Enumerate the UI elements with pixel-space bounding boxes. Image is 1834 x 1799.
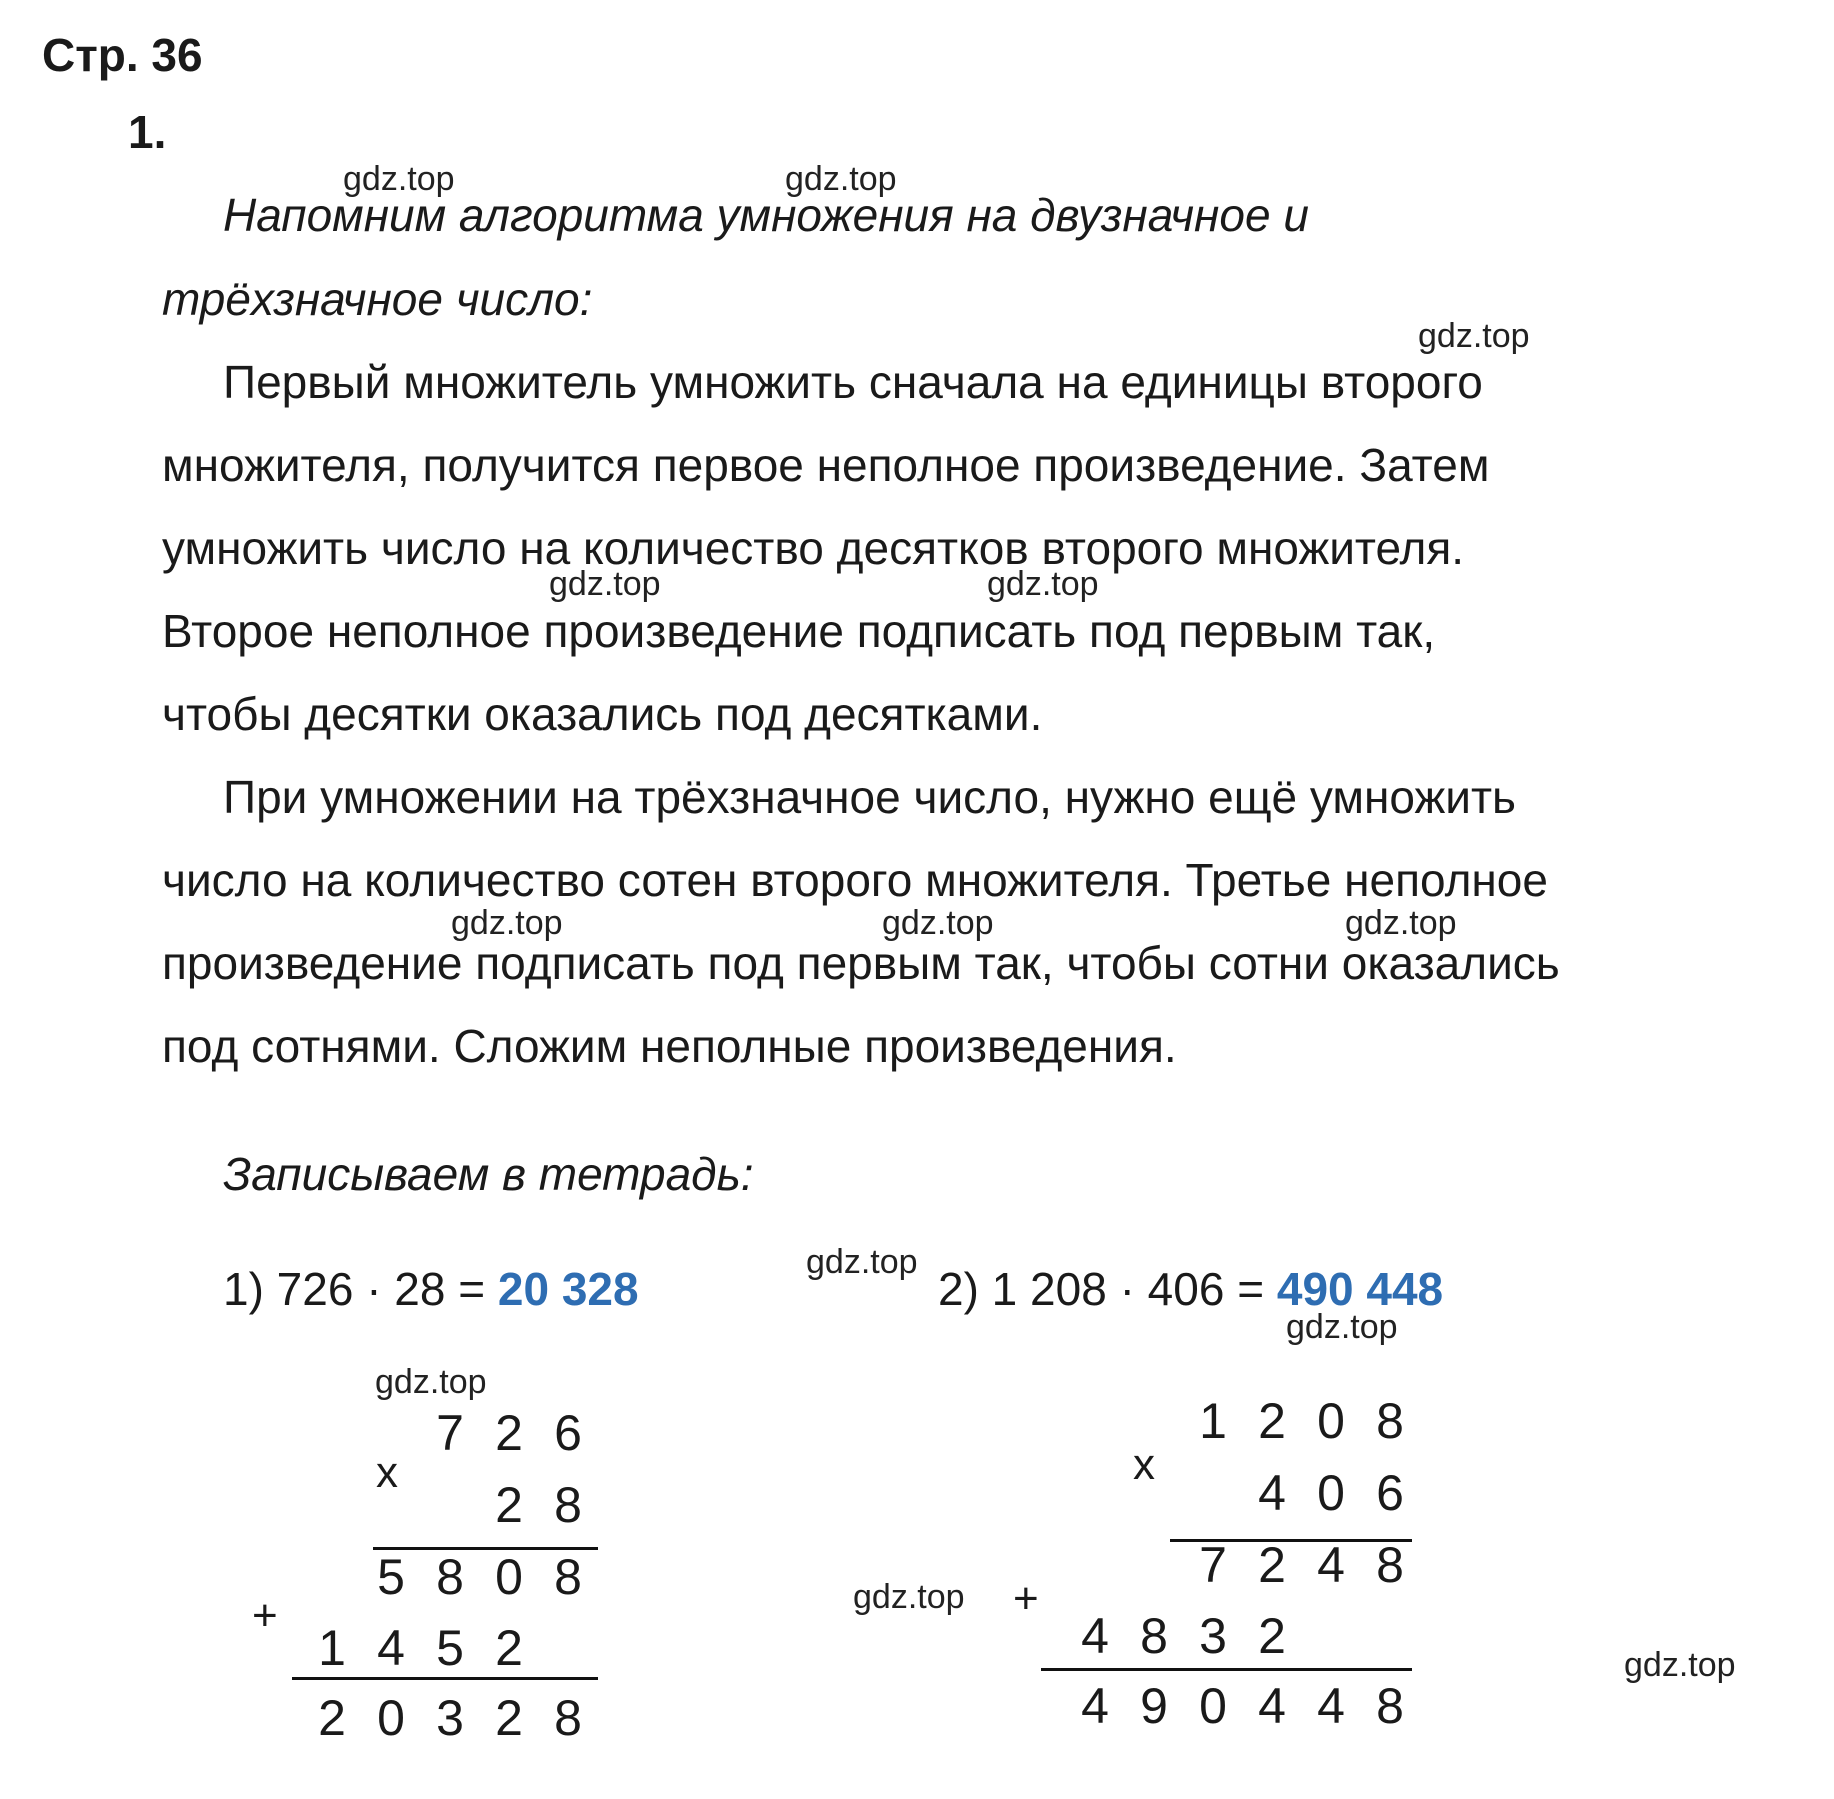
watermark: gdz.top: [375, 1363, 487, 1401]
intro-line-2: трёхзначное число:: [162, 273, 593, 325]
result-digit: 9: [1140, 1678, 1168, 1734]
bottom-digit: 0: [1317, 1465, 1345, 1521]
plus-sign: +: [1013, 1574, 1039, 1623]
task-number: 1.: [128, 106, 167, 158]
example1-expression: [223, 1262, 639, 1316]
watermark: gdz.top: [853, 1578, 965, 1616]
watermark: gdz.top: [1418, 317, 1530, 355]
bottom-digit: 6: [1376, 1465, 1404, 1521]
watermark: gdz.top: [451, 904, 563, 942]
watermark: gdz.top: [987, 565, 1099, 603]
paragraph1-line-4: Второе неполное произведение подписать под первым так,: [162, 605, 1436, 657]
partial2-digit: 4: [1081, 1608, 1109, 1664]
partial2-digit: 8: [1140, 1608, 1168, 1664]
example2-answer: 490 448: [1276, 1263, 1444, 1315]
partial2-digit: 2: [495, 1620, 523, 1676]
watermark: gdz.top: [785, 160, 897, 198]
result-digit: 0: [377, 1690, 405, 1746]
paragraph1-line-3: умножить число на количество десятков второго множителя.: [162, 522, 1465, 574]
bottom-digit: 8: [554, 1477, 582, 1533]
bottom-digit: 2: [495, 1477, 523, 1533]
partial2-digit: 4: [377, 1620, 405, 1676]
partial1-digit: 8: [1376, 1537, 1404, 1593]
partial2-digit: 1: [318, 1620, 346, 1676]
plus-sign: +: [252, 1591, 278, 1640]
paragraph1-line-5: чтобы десятки оказались под десятками.: [162, 688, 1043, 740]
paragraph2-line-2: число на количество сотен второго множителя. Третье неполное: [162, 854, 1548, 906]
intro-line-1: Напомним алгоритма умножения на двузначное и: [223, 189, 1309, 241]
result-digit: 2: [318, 1690, 346, 1746]
paragraph1-line-2: множителя, получится первое неполное произведение. Затем: [162, 439, 1490, 491]
top-digit: 8: [1376, 1393, 1404, 1449]
example1-expression-text: 1) 726 · 28 =: [223, 1263, 498, 1315]
divider-line: [292, 1677, 598, 1680]
partial2-digit: 3: [1199, 1608, 1227, 1664]
paragraph1-line-1: Первый множитель умножить сначала на единицы второго: [223, 356, 1483, 408]
result-digit: 2: [495, 1690, 523, 1746]
watermark: gdz.top: [1624, 1646, 1736, 1684]
watermark: gdz.top: [882, 904, 994, 942]
watermark: gdz.top: [343, 160, 455, 198]
result-digit: 4: [1258, 1678, 1286, 1734]
example2-expression-text: 2) 1 208 · 406 =: [938, 1263, 1277, 1315]
bottom-digit: 4: [1258, 1465, 1286, 1521]
result-digit: 8: [1376, 1678, 1404, 1734]
top-digit: 6: [554, 1405, 582, 1461]
partial2-digit: 2: [1258, 1608, 1286, 1664]
result-digit: 3: [436, 1690, 464, 1746]
example1-answer: 20 328: [497, 1263, 639, 1315]
result-digit: 0: [1199, 1678, 1227, 1734]
partial1-digit: 5: [377, 1549, 405, 1605]
divider-line: [1041, 1668, 1412, 1671]
result-digit: 4: [1081, 1678, 1109, 1734]
partial1-digit: 8: [436, 1549, 464, 1605]
paragraph2-line-1: При умножении на трёхзначное число, нужно ещё умножить: [223, 771, 1516, 823]
watermark: gdz.top: [806, 1243, 918, 1281]
partial1-digit: 8: [554, 1549, 582, 1605]
top-digit: 7: [436, 1405, 464, 1461]
top-digit: 0: [1317, 1393, 1345, 1449]
top-digit: 1: [1199, 1393, 1227, 1449]
partial2-digit: 5: [436, 1620, 464, 1676]
partial1-digit: 4: [1317, 1537, 1345, 1593]
paragraph2-line-3: произведение подписать под первым так, чтобы сотни оказались: [162, 937, 1560, 989]
page-title: Стр. 36: [42, 29, 203, 81]
top-digit: 2: [495, 1405, 523, 1461]
result-digit: 8: [554, 1690, 582, 1746]
result-digit: 4: [1317, 1678, 1345, 1734]
partial1-digit: 7: [1199, 1537, 1227, 1593]
multiply-sign: x: [1133, 1440, 1155, 1489]
partial1-digit: 0: [495, 1549, 523, 1605]
multiply-sign: x: [376, 1448, 398, 1497]
top-digit: 2: [1258, 1393, 1286, 1449]
watermark: gdz.top: [1286, 1308, 1398, 1346]
partial1-digit: 2: [1258, 1537, 1286, 1593]
watermark: gdz.top: [1345, 904, 1457, 942]
paragraph2-line-4: под сотнями. Сложим неполные произведения.: [162, 1020, 1177, 1072]
notebook-label: Записываем в тетрадь:: [223, 1148, 754, 1200]
watermark: gdz.top: [549, 565, 661, 603]
